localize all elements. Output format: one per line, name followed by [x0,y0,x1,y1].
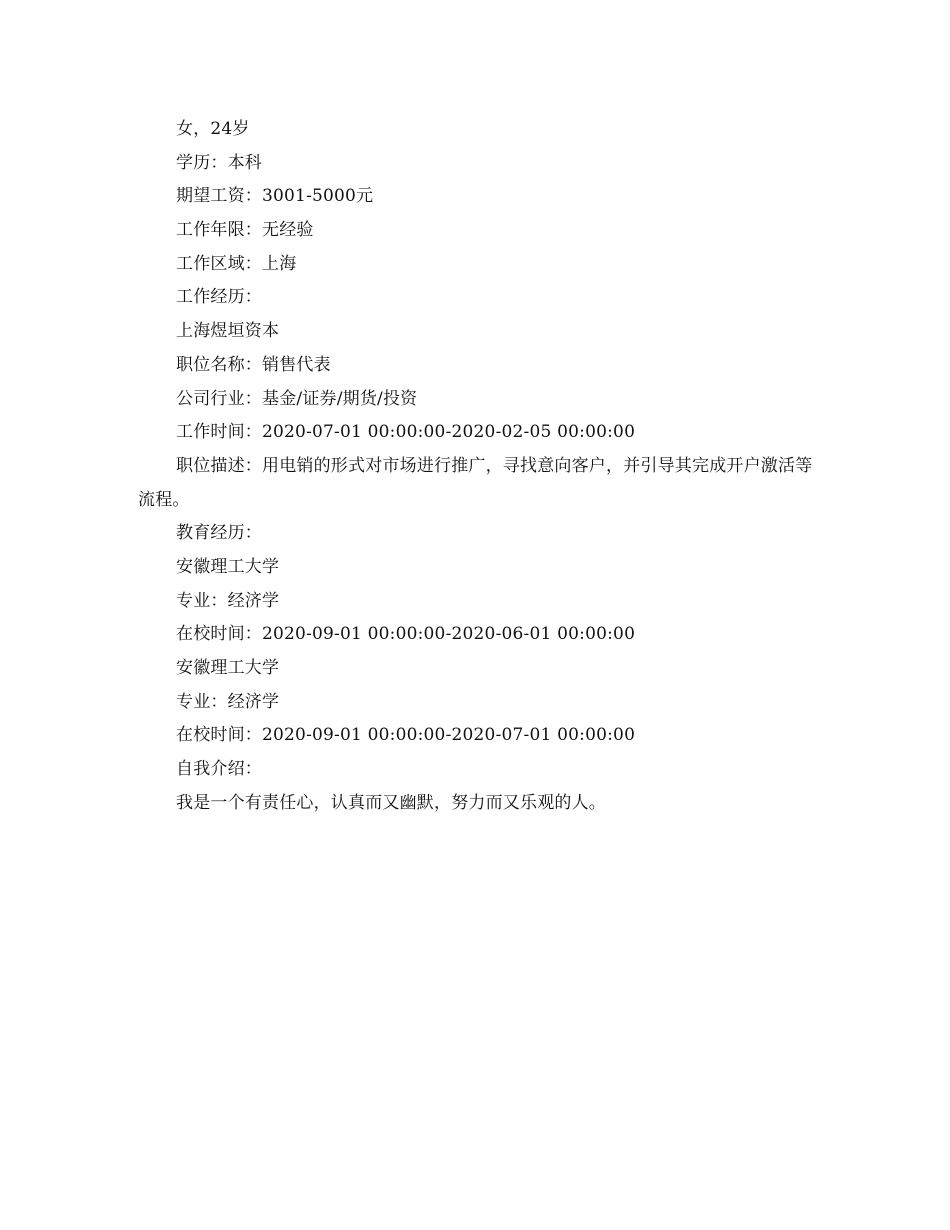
work-period: 工作时间：2020-07-01 00:00:00-2020-02-05 00:00:00 [176,422,636,443]
job-description: 职位描述：用电销的形式对市场进行推广，寻找意向客户，并引导其完成开户激活等流程。 [138,455,813,510]
resume-body [138,113,818,820]
gender-age: 女，24岁 [176,119,250,139]
major: 专业：经济学 [176,590,280,611]
company-industry: 公司行业：基金/证券/期货/投资 [176,388,418,409]
expected-salary: 期望工资：3001-5000元 [176,186,374,207]
self-intro-text: 我是一个有责任心，认真而又幽默，努力而又乐观的人。 [176,792,606,813]
job-title: 职位名称：销售代表 [176,354,331,375]
school-name: 安徽理工大学 [176,556,280,577]
study-period: 在校时间：2020-09-01 00:00:00-2020-06-01 00:00:00 [176,624,636,645]
study-period: 在校时间：2020-09-01 00:00:00-2020-07-01 00:00:00 [176,725,636,746]
work-region: 工作区域：上海 [176,253,297,274]
education-heading: 教育经历： [176,523,262,544]
company-name: 上海煜垣资本 [176,321,280,342]
major: 专业：经济学 [176,691,280,712]
education-level: 学历：本科 [176,152,262,173]
school-name: 安徽理工大学 [176,658,280,679]
work-years: 工作年限：无经验 [176,220,314,241]
work-history-heading: 工作经历： [176,287,262,308]
self-intro-heading: 自我介绍： [176,759,262,780]
